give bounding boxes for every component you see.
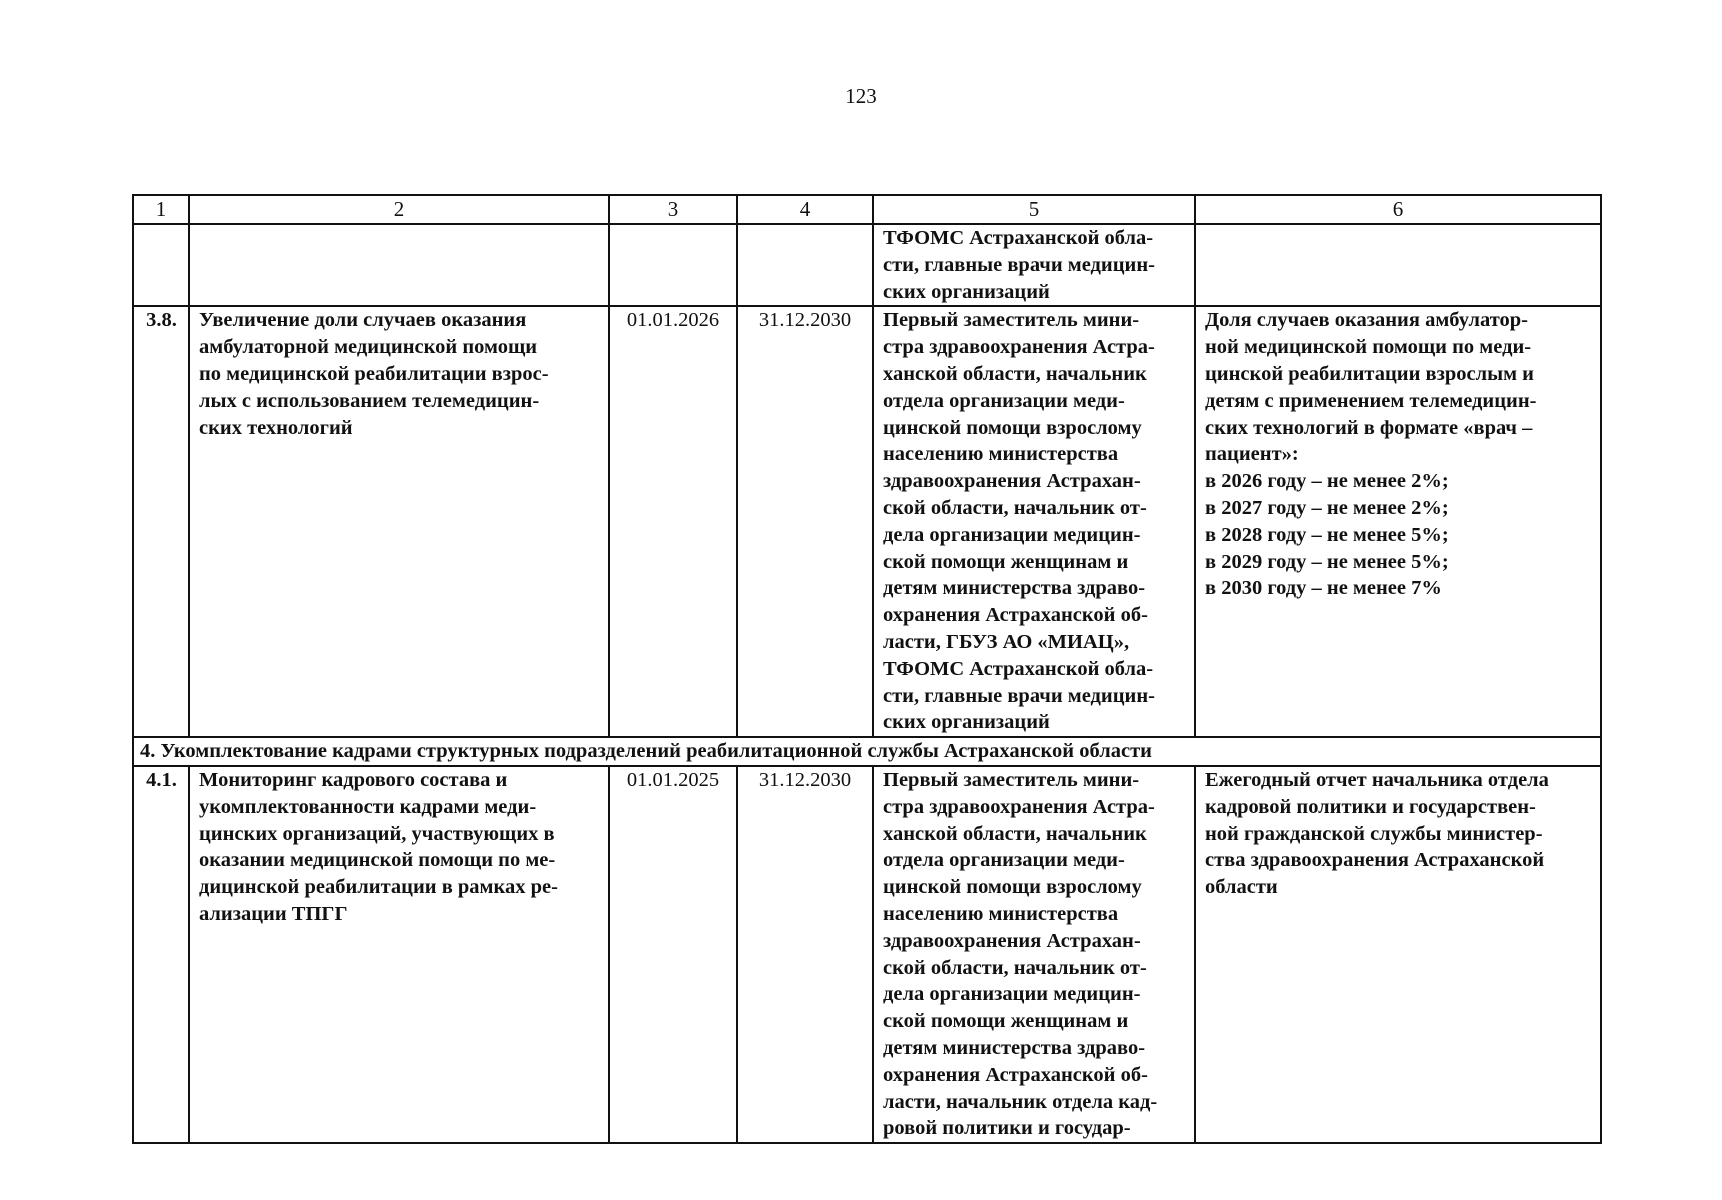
page-number: 123 [845,84,877,108]
section-row-4 [133,737,1601,766]
cell-empty [1195,224,1601,306]
plan-table [132,194,1602,1144]
cell-empty [189,224,609,306]
responsible-cell: ТФОМС Астраханской обла- сти, главные врачи медицин- ских организаций [873,224,1195,306]
column-header-4: 4 [737,195,873,224]
start-date-cell: 01.01.2025 [609,766,737,1143]
column-header-3: 3 [609,195,737,224]
result-cell: Доля случаев оказания амбулатор- ной медицинской помощи по меди- цинской реабилитации взрослым и детям с применением телемедицин- ских технологий в формате «врач – пациент»: в 2026 году – не менее 2%; в 2027 году – не менее 2%; в 2028 году – не менее 5%; в 2029 году – не менее 5%; в 2030 году – не менее 7% [1195,306,1601,737]
activity-cell: Увеличение доли случаев оказания амбулаторной медицинской помощи по медицинской реабилитации взрос- лых с использованием телемедицин- ских технологий [189,306,609,737]
column-header-1: 1 [133,195,189,224]
responsible-cell: Первый заместитель мини- стра здравоохранения Астра- ханской области, начальник отдела организации меди- цинской помощи взрослому населению министерства здравоохранения Астрахан- ской области, начальник от- дела организации медицин- ской помощи женщинам и детям министерства здраво- охранения Астраханской об- ласти, ГБУЗ АО «МИАЦ», ТФОМС Астраханской обла- сти, главные врачи медицин- ских организаций [873,306,1195,737]
table-row-4-1 [133,766,1601,1143]
table-row-3-8 [133,306,1601,737]
cell-empty [737,224,873,306]
cell-empty [609,224,737,306]
end-date-cell: 31.12.2030 [737,306,873,737]
start-date-cell: 01.01.2026 [609,306,737,737]
row-number: 4.1. [133,766,189,1143]
responsible-cell: Первый заместитель мини- стра здравоохранения Астра- ханской области, начальник отдела организации меди- цинской помощи взрослому населению министерства здравоохранения Астрахан- ской области, начальник от- дела организации медицин- ской помощи женщинам и детям министерства здраво- охранения Астраханской об- ласти, начальник отдела кад- ровой политики и государ- [873,766,1195,1143]
row-number: 3.8. [133,306,189,737]
section-title: 4. Укомплектование кадрами структурных подразделений реабилитационной службы Астраханской области [133,737,1601,766]
table-row-continuation [133,224,1601,306]
column-header-5: 5 [873,195,1195,224]
column-header-2: 2 [189,195,609,224]
end-date-cell: 31.12.2030 [737,766,873,1143]
activity-cell: Мониторинг кадрового состава и укомплектованности кадрами меди- цинских организаций, участвующих в оказании медицинской помощи по ме- дицинской реабилитации в рамках ре- ализации ТПГГ [189,766,609,1143]
result-cell: Ежегодный отчет начальника отдела кадровой политики и государствен- ной гражданской службы министер- ства здравоохранения Астраханской области [1195,766,1601,1143]
cell-empty [133,224,189,306]
column-header-6: 6 [1195,195,1601,224]
table-header-row [133,195,1601,224]
